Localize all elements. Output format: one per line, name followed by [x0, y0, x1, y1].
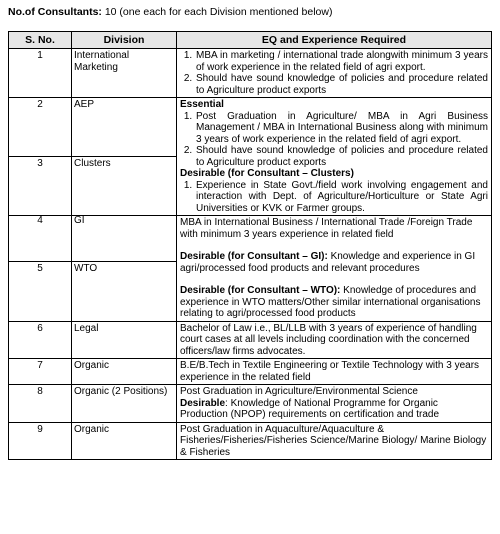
requirement-item: 1. Post Graduation in Agriculture/ MBA in Agri Business Management / MBA in International Business along with minimum 3 years of work experience in the related field of agri export.: [195, 111, 488, 146]
row-requirements: Post Graduation in Aquaculture/Aquaculture & Fisheries/Fisheries/Fisheries Science/Marine Biology/ Marine Biology & Fisheries: [177, 422, 492, 460]
row-division: Legal: [72, 321, 177, 359]
desirable-gi-text: Knowledge and experience in GI agri/processed food products and relevant procedures: [180, 251, 476, 274]
row-requirements: B.E/B.Tech in Textile Engineering or Textile Technology with 3 years experience in the related field: [177, 359, 492, 385]
requirement-item: 1. Experience in State Govt./field work involving engagement and interaction with Dept. of Agriculture/Horticulture or State Agri Universities or KVK or Farmer groups.: [195, 180, 488, 215]
row-requirements: Bachelor of Law i.e., BL/LLB with 3 years of experience of handling court cases at all levels including coordination with the concerned officers/law firms advocates.: [177, 321, 492, 359]
table-row: [9, 98, 492, 157]
row-division: Organic: [72, 359, 177, 385]
requirement-item: 1. MBA in marketing / international trade alongwith minimum 3 years of work experience in the related field of agri export.: [195, 50, 488, 73]
desirable-wto-text: Knowledge of procedures and experience in WTO matters/Other similar international organisations relating to agri/processed food products: [180, 285, 481, 319]
desirable-gi: [180, 251, 488, 274]
desirable-wto-label: Desirable (for Consultant – WTO):: [180, 285, 341, 296]
row-requirements: [177, 49, 492, 98]
row-sno: 8: [9, 385, 72, 423]
header-sno: S. No.: [9, 32, 72, 49]
table-row: [9, 422, 492, 460]
row-division: AEP: [72, 98, 177, 157]
desirable-wto: [180, 285, 488, 320]
requirement-item: 2. Should have sound knowledge of policies and procedure related to Agriculture product exports: [195, 73, 488, 96]
row-sno: 6: [9, 321, 72, 359]
table-row: [9, 359, 492, 385]
header-division: Division: [72, 32, 177, 49]
row-division: Organic (2 Positions): [72, 385, 177, 423]
consultants-label: No.of Consultants:: [8, 6, 102, 18]
table-row: [9, 385, 492, 423]
row-sno: 2: [9, 98, 72, 157]
row-sno: 5: [9, 261, 72, 321]
consultants-count: 10 (one each for each Division mentioned below): [101, 6, 333, 18]
row-sno: 4: [9, 216, 72, 262]
row-requirements: [177, 385, 492, 423]
table-row: [9, 216, 492, 262]
row-sno: 7: [9, 359, 72, 385]
requirement-text: Post Graduation in Agriculture/Environmental Science: [180, 386, 418, 397]
consultants-table: [8, 31, 492, 460]
row-requirements: [177, 98, 492, 216]
row-sno: 1: [9, 49, 72, 98]
requirement-text: MBA in International Business / International Trade /Foreign Trade with minimum 3 years experience in related field: [180, 217, 473, 240]
row-sno: 9: [9, 422, 72, 460]
desirable-organic: [180, 398, 488, 421]
desirable-label: Desirable: [180, 397, 226, 409]
row-division: GI: [72, 216, 177, 262]
consultants-heading: [8, 7, 332, 19]
row-division: International Marketing: [72, 49, 177, 98]
table-row: [9, 321, 492, 359]
desirable-clusters-label: Desirable (for Consultant – Clusters): [180, 168, 354, 179]
row-sno: 3: [9, 157, 72, 216]
row-requirements: [177, 216, 492, 322]
table-row: [9, 49, 492, 98]
row-division: WTO: [72, 261, 177, 321]
row-division: Organic: [72, 422, 177, 460]
header-eq-experience: EQ and Experience Required: [177, 32, 492, 49]
desirable-gi-label: Desirable (for Consultant – GI):: [180, 251, 328, 262]
table-header-row: [9, 32, 492, 49]
essential-label: Essential: [180, 99, 224, 110]
desirable-text: : Knowledge of National Programme for Organic Production (NPOP) requirements on certification and trade: [180, 397, 440, 420]
row-division: Clusters: [72, 157, 177, 216]
requirement-item: 2. Should have sound knowledge of policies and procedure related to Agriculture product exports: [195, 145, 488, 168]
